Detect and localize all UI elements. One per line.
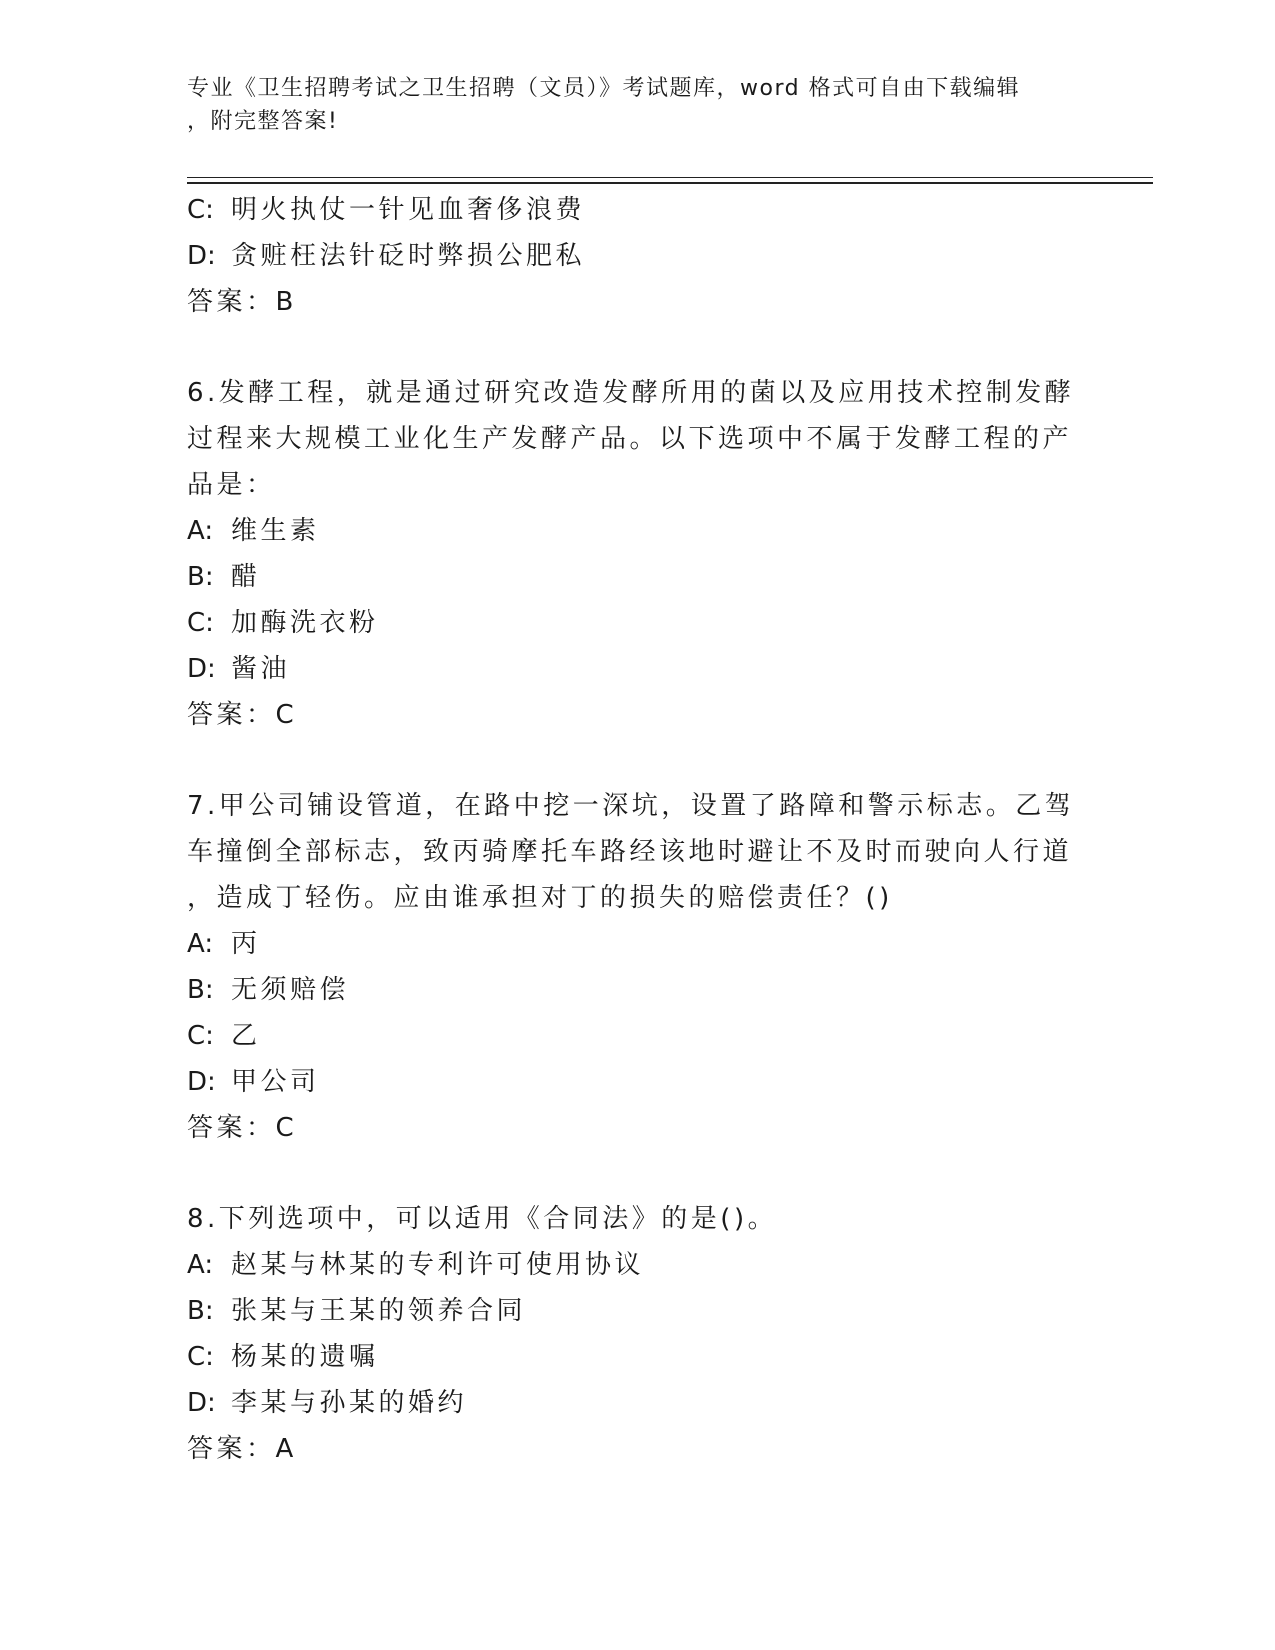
spacer — [187, 1151, 1067, 1196]
option-a — [187, 921, 1067, 967]
answer-line — [187, 692, 1067, 738]
option-b — [187, 554, 1067, 600]
header-line-2: ，附完整答案! — [187, 109, 339, 134]
option-a — [187, 1242, 1067, 1288]
option-c — [187, 600, 1067, 646]
option-letter: B: — [187, 1296, 214, 1326]
header-divider-thick — [187, 182, 1153, 184]
question-text-line: 8.下列选项中，可以适用《合同法》的是()。 — [187, 1204, 778, 1234]
option-text: 甲公司 — [231, 1067, 320, 1097]
option-letter: C: — [187, 608, 214, 638]
option-a — [187, 508, 1067, 554]
option-text: 无须赔偿 — [231, 975, 350, 1005]
question-8 — [187, 1196, 1067, 1472]
question-text-line: 品是： — [187, 470, 276, 500]
option-text: 李某与孙某的婚约 — [231, 1388, 468, 1418]
option-c — [187, 1334, 1067, 1380]
option-letter: B: — [187, 975, 214, 1005]
option-text: 贪赃枉法针砭时弊损公肥私 — [231, 241, 586, 271]
answer-value: A — [275, 1434, 297, 1464]
option-text: 赵某与林某的专利许可使用协议 — [231, 1250, 645, 1280]
option-d — [187, 1380, 1067, 1426]
option-letter: D: — [187, 654, 216, 684]
header-line-1: 专业《卫生招聘考试之卫生招聘（文员）》考试题库，word 格式可自由下载编辑 — [187, 76, 1021, 101]
answer-label: 答案： — [187, 1113, 276, 1143]
option-text: 维生素 — [231, 516, 320, 546]
document-header — [187, 72, 1087, 138]
question-5-tail — [187, 187, 1067, 325]
question-text-line: 6.发酵工程，就是通过研究改造发酵所用的菌以及应用技术控制发酵 — [187, 378, 1075, 408]
option-text: 丙 — [231, 929, 261, 959]
answer-line — [187, 279, 1067, 325]
option-d — [187, 1059, 1067, 1105]
document-body — [187, 187, 1075, 1472]
option-letter: A: — [187, 929, 214, 959]
option-text: 张某与王某的领养合同 — [231, 1296, 527, 1326]
header-divider-thin — [187, 177, 1153, 178]
option-letter: A: — [187, 516, 214, 546]
option-d — [187, 646, 1067, 692]
question-6 — [187, 370, 1075, 738]
answer-line — [187, 1426, 1067, 1472]
answer-label: 答案： — [187, 700, 276, 730]
option-text: 明火执仗一针见血奢侈浪费 — [231, 195, 586, 225]
option-letter: A: — [187, 1250, 214, 1280]
option-letter: C: — [187, 1021, 214, 1051]
option-text: 加酶洗衣粉 — [231, 608, 379, 638]
option-letter: C: — [187, 195, 214, 225]
option-text: 杨某的遗嘱 — [231, 1342, 379, 1372]
option-letter: D: — [187, 1067, 216, 1097]
answer-line — [187, 1105, 1067, 1151]
question-text-line: ，造成丁轻伤。应由谁承担对丁的损失的赔偿责任？() — [187, 883, 893, 913]
answer-label: 答案： — [187, 287, 276, 317]
answer-value: B — [275, 287, 297, 317]
option-letter: B: — [187, 562, 214, 592]
option-letter: D: — [187, 1388, 216, 1418]
option-text: 醋 — [231, 562, 261, 592]
answer-value: C — [275, 700, 298, 730]
answer-label: 答案： — [187, 1434, 276, 1464]
option-b — [187, 1288, 1067, 1334]
option-b — [187, 967, 1067, 1013]
option-text: 酱油 — [231, 654, 291, 684]
answer-value: C — [275, 1113, 298, 1143]
option-d — [187, 233, 1067, 279]
question-text-line: 7.甲公司铺设管道，在路中挖一深坑，设置了路障和警示标志。乙驾 — [187, 791, 1075, 821]
spacer — [187, 738, 1067, 783]
option-c — [187, 187, 1067, 233]
spacer — [187, 325, 1067, 370]
question-text-line: 车撞倒全部标志，致丙骑摩托车路经该地时避让不及时而驶向人行道 — [187, 837, 1073, 867]
option-letter: D: — [187, 241, 216, 271]
option-text: 乙 — [231, 1021, 261, 1051]
question-7 — [187, 783, 1075, 1151]
question-text-line: 过程来大规模工业化生产发酵产品。以下选项中不属于发酵工程的产 — [187, 424, 1073, 454]
option-c — [187, 1013, 1067, 1059]
option-letter: C: — [187, 1342, 214, 1372]
